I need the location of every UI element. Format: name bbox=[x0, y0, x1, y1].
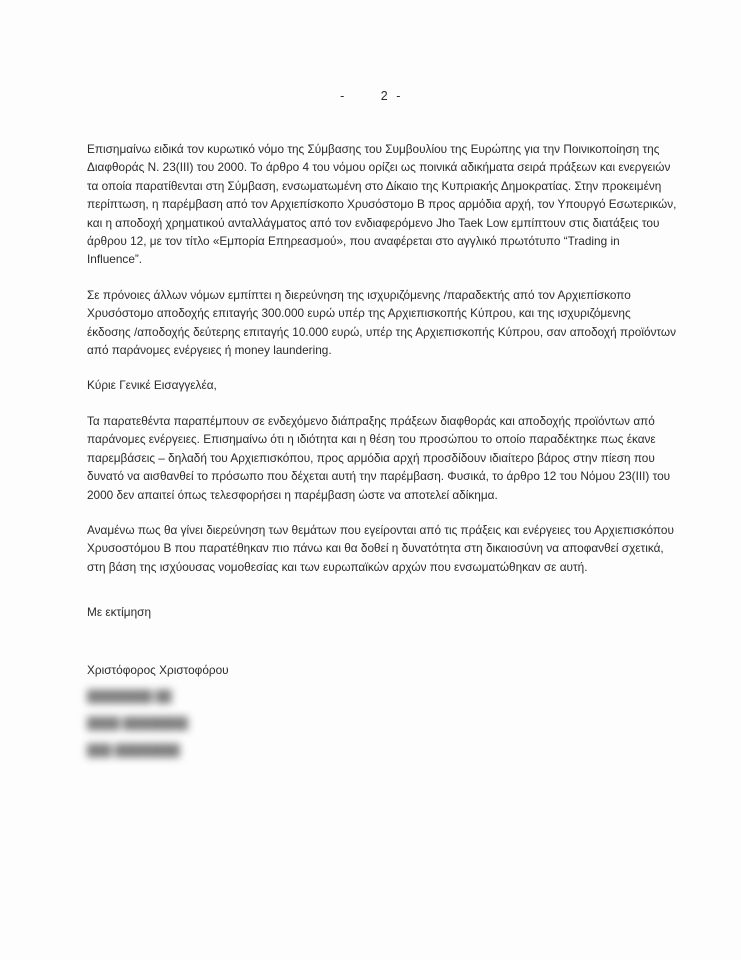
paragraph-investigation-request: Αναμένω πως θα γίνει διερεύνηση των θεμάτων που εγείρονται από τις πράξεις και ενέργειες του Αρχιεπισκόπου Χρυσοστόμου Β που παρατέθηκαν πιο πάνω και θα δοθεί η δυνατότητα στη δικαιοσύνη να αποφανθεί σχετικά, στη βάση της ισχύουσας νομοθεσίας και των ευρωπαϊκών αρχών που ενσωματώθηκαν σε αυτή. bbox=[87, 522, 674, 574]
signature-name: Χριστόφορος Χριστοφόρου bbox=[87, 663, 229, 677]
paragraph-convention-law: Επισημαίνω ειδικά τον κυρωτικό νόμο της Σύμβασης του Συμβουλίου της Ευρώπης για την Ποινικοποίηση της Διαφθοράς Ν. 23(ΙΙΙ) του 2000. Το άρθρο 4 του νόμου ορίζει ως ποινικά αδικήματα σειρά πράξεων και ενεργειών τα οποία παρατίθενται στη Σύμβαση, ενσωματωμένη στο Δίκαιο της Κυπριακής Δημοκρατίας. Στην προκειμένη περίπτωση, η παρέμβαση από τον Αρχιεπίσκοπο Χρυσόστομο Β προς αρμόδια αρχή, τον Υπουργό Εσωτερικών, και η αποδοχή χρηματικού ανταλλάγματος από τον ενδιαφερόμενο Jho Taek Low εμπίπτουν στις διατάξεις του άρθρου 12, με τον τίτλο «Εμπορία Επηρεασμού», που αναφέρεται στο αγγλικό πρωτότυπο “Trading in Influence”. bbox=[87, 142, 677, 267]
closing-line: Με εκτίμηση bbox=[87, 605, 152, 619]
paragraph-corruption: Τα παρατεθέντα παραπέμπουν σε ενδεχόμενο διάπραξης πράξεων διαφθοράς και αποδοχής προϊόντων από παράνομες ενέργειες. Επισημαίνω ότι η ιδιότητα και η θέση του προσώπου το οποίο παραδέκτηκε πως έκανε παρεμβάσεις – δηλαδή του Αρχιεπισκόπου, προς αρμόδια αρχή προσδίδουν ιδιαίτερο βάρος στην πίεση που δυνατό να αισθανθεί το πρόσωπο που δέχεται αυτή την παρέμβαση. Φυσικά, το άρθρο 12 του Νόμου 23(ΙΙΙ) του 2000 δεν απαιτεί όπως τελεσφορήσει η παρέμβαση ώστε να αποτελεί αδίκημα. bbox=[87, 413, 671, 502]
redacted-address-line: ███ ████████ bbox=[87, 745, 180, 757]
letter-body bbox=[87, 140, 677, 593]
salutation: Κύριε Γενικέ Εισαγγελέα, bbox=[87, 378, 217, 393]
redacted-address-block bbox=[87, 684, 188, 765]
page-number-dash-left: - bbox=[340, 89, 345, 103]
redacted-address-line: ████████ ██ bbox=[87, 691, 172, 703]
paragraph-money-laundering: Σε πρόνοιες άλλων νόμων εμπίπτει η διερεύνηση της ισχυριζόμενης /παραδεκτής από τον Αρχιεπίσκοπο Χρυσόστομο αποδοχής επιταγής 300.000 ευρώ υπέρ της Αρχιεπισκοπής Κύπρου, και της ισχυριζόμενης έκδοσης /αποδοχής δεύτερης επιταγής 10.000 ευρώ, υπέρ της Αρχιεπισκοπής Κύπρου, σαν αποδοχή προϊόντων από παράνομες ενέργειες ή money laundering. bbox=[87, 287, 677, 358]
page-number-value: 2 bbox=[380, 89, 389, 103]
page-number bbox=[0, 89, 741, 103]
redacted-address-line: ████ ████████ bbox=[87, 718, 188, 730]
page-number-dash-right: - bbox=[396, 89, 401, 103]
